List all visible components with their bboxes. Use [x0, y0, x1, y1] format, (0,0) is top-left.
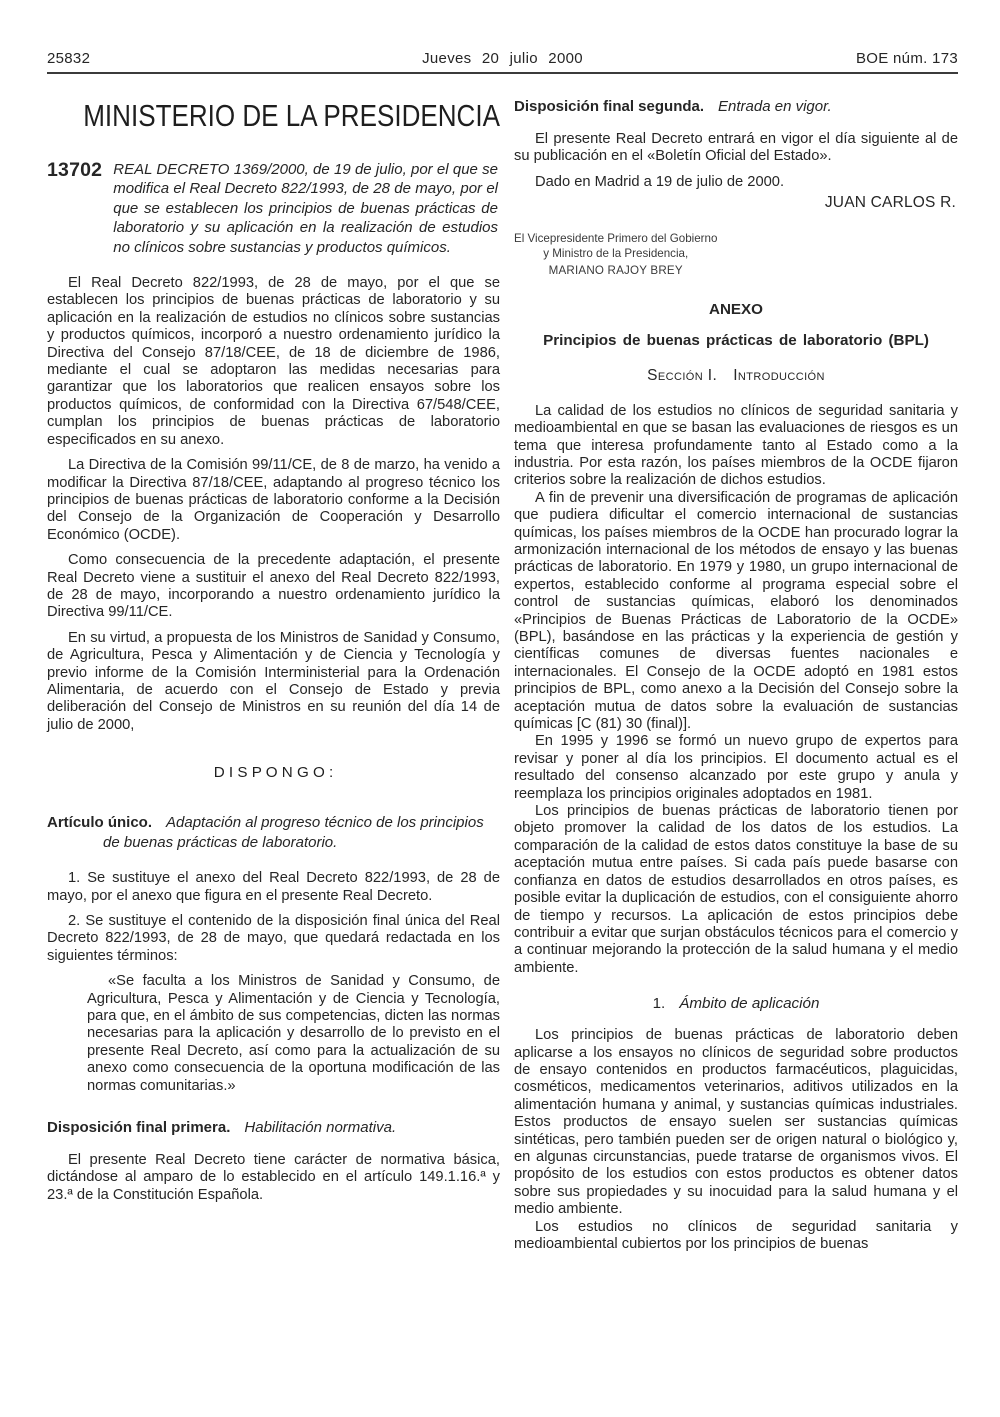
disposicion-label: Disposición final segunda.	[514, 98, 705, 115]
signature-line: y Ministro de la Presidencia,	[543, 246, 689, 260]
section-label: Sección I.	[647, 366, 718, 384]
right-column	[514, 96, 958, 1253]
quote-block: «Se faculta a los Ministros de Sanidad y Consumo, de Agricultura, Pesca y Alimentación y de Ciencia y Tecnología, para que, en el ámbito de sus competencias, dicten las normas necesarias para la aplicación y desarrollo de lo previsto en el presente Real Decreto, así como para la actualización de su anexo como consecuencia de la oportuna modificación de las normas comunitarias.»	[87, 973, 500, 1094]
disposicion-title: Entrada en vigor.	[718, 98, 832, 115]
two-column-layout	[47, 96, 958, 1253]
disposicion-title: Habilitación normativa.	[244, 1119, 397, 1137]
anexo-subtitle: Principios de buenas prácticas de laboratorio (BPL)	[543, 331, 929, 349]
signature-line: El Vicepresidente Primero del Gobierno	[514, 232, 718, 246]
body-paragraph: Como consecuencia de la precedente adaptación, el presente Real Decreto viene a sustituir el anexo del Real Decreto 822/1993, de 28 de mayo, incorporando a nuestro ordenamiento jurídico la Directiva 99/11/CE.	[47, 552, 500, 621]
header-issue: BOE núm. 173	[856, 50, 958, 67]
articulo-unico-heading	[47, 813, 500, 852]
decree-heading	[47, 160, 500, 257]
left-column	[47, 96, 500, 1253]
section-name: Introducción	[733, 366, 825, 384]
decree-number: 13702	[47, 159, 103, 181]
anexo-paragraph: En 1995 y 1996 se formó un nuevo grupo de expertos para revisar y poner al día los principios. El documento actual es el resultado del consenso alcanzado por este grupo y anula y reemplaza los principios originales adoptados en 1981.	[514, 733, 958, 802]
numbered-item: 2. Se sustituye el contenido de la disposición final única del Real Decreto 822/1993, de 28 de mayo, que quedará redactada en los siguientes términos:	[47, 913, 500, 964]
section-heading	[514, 367, 958, 385]
disposicion-label: Disposición final primera.	[47, 1119, 231, 1137]
disposicion-final-segunda-heading	[514, 98, 958, 115]
anexo-paragraph: Los principios de buenas prácticas de laboratorio tienen por objeto promover la calidad de los datos de los estudios. La comparación de la calidad de estos datos constituye la base de su aceptación mutua entre países. Si cada país puede basarse con confianza en datos de estudios desarrollados en otros países, es posible evitar la duplicación de estudios, con el consiguiente ahorro de tiempo y recursos. La aplicación de estos principios debe contribuir a evitar que surjan obstáculos técnicos para el comercio y a continuar mejorando la protección de la salud humana y el medio ambiente.	[514, 803, 958, 976]
body-paragraph: La Directiva de la Comisión 99/11/CE, de 8 de marzo, ha venido a modificar la Directiva 87/18/CEE, adaptando al progreso técnico los principios de buenas prácticas de laboratorio conforme a la Decisión del Consejo de la Organización de Cooperación y Desarrollo Económico (OCDE).	[47, 457, 500, 543]
body-paragraph: Dado en Madrid a 19 de julio de 2000.	[535, 173, 785, 190]
signature-block	[514, 232, 958, 279]
ambito-title: Ámbito de aplicación	[679, 995, 820, 1013]
articulo-title: Adaptación al progreso técnico de los principios de buenas prácticas de laboratorio.	[103, 814, 484, 851]
signature-name: MARIANO RAJOY BREY	[548, 264, 683, 278]
numbered-item: 1. Se sustituye el anexo del Real Decreto 822/1993, de 28 de mayo, por el anexo que figura en el presente Real Decreto.	[47, 870, 500, 904]
anexo-section	[514, 301, 958, 1254]
header-date: Jueves 20 julio 2000	[422, 50, 583, 67]
disposicion-final-primera-heading	[47, 1119, 500, 1136]
page-number: 25832	[47, 50, 91, 67]
body-paragraph: El presente Real Decreto tiene carácter de normativa básica, dictándose al amparo de lo establecido en el artículo 149.1.16.ª y 23.ª de la Constitución Española.	[47, 1152, 500, 1203]
anexo-paragraph: La calidad de los estudios no clínicos de seguridad sanitaria y medioambiental en que se basan las evaluaciones de riesgos es un tema que interesa profundamente tanto al Estado como a la industria. Por esta razón, los países miembros de la OCDE fijaron criterios sobre la realización de dichos estudios.	[514, 402, 958, 489]
body-paragraph: El Real Decreto 822/1993, de 28 de mayo, por el que se establecen los principios de buenas prácticas de laboratorio y su aplicación en la realización de estudios no clínicos sobre sustancias y productos químicos, incorporó a nuestro ordenamiento jurídico la Directiva del Consejo 87/18/CEE, de 18 de diciembre de 1986, mediante el cual se adoptaron las medidas necesarias para garantizar que los laboratorios que realicen ensayos sobre los productos químicos, de conformidad con la Directiva 67/548/CEE, cumplan los principios de buenas prácticas de laboratorio especificados en su anexo.	[47, 275, 500, 448]
anexo-paragraph: A fin de prevenir una diversificación de programas de aplicación que pudiera dificultar el comercio internacional de sustancias químicas, los países miembros de la OCDE han procurado lograr la armonización internacional de los métodos de ensayo y las buenas prácticas de laboratorio. En 1979 y 1980, un grupo internacional de expertos, establecido conforme al programa especial sobre el control de sustancias químicas, elaboró los denominados «Principios de Buenas Prácticas de Laboratorio de la OCDE» (BPL), basándose en las prácticas y la experiencia de gestión y científicas comunes de diversas fuentes nacionales e internacionales. El Consejo de la OCDE adoptó en 1981 estos principios de BPL, como anexo a la Decisión del Consejo sobre la aceptación mutua de datos sobre la evaluación de sustancias químicas [C (81) 30 (final)].	[514, 489, 958, 733]
ambito-number: 1.	[652, 995, 666, 1013]
anexo-paragraph: Los estudios no clínicos de seguridad sanitaria y medioambiental cubiertos por los principios de buenas	[514, 1218, 958, 1252]
dispongo-heading: D I S P O N G O :	[213, 764, 334, 782]
body-paragraph: El presente Real Decreto entrará en vigor el día siguiente al de su publicación en el «Boletín Oficial del Estado».	[514, 131, 958, 165]
decree-summary: REAL DECRETO 1369/2000, de 19 de julio, por el que se modifica el Real Decreto 822/1993, de 28 de mayo, por el que se establecen los principios de buenas prácticas de laboratorio y su aplicación en la realización de estudios no clínicos sobre sustancias y productos químicos.	[113, 161, 498, 256]
page-header	[47, 50, 958, 74]
ministry-title: MINISTERIO DE LA PRESIDENCIA	[83, 98, 500, 133]
anexo-paragraph: Los principios de buenas prácticas de laboratorio deben aplicarse a los ensayos no clínicos de seguridad sobre productos de ensayo contenidos en productos farmacéuticos, plaguicidas, cosméticos, medicamentos veterinarios, aditivos utilizados en la alimentación humana y animal, y sustancias químicas industriales. Estos productos de ensayo suelen ser sustancias químicas sintéticas, pero también pueden ser de origen natural o biológico y, en algunas circunstancias, puede tratarse de organismos vivos. El propósito de los estudios con estos productos es obtener datos sobre sus propiedades y su inocuidad para la salud humana y el medio ambiente.	[514, 1027, 958, 1218]
ambito-heading	[514, 995, 958, 1012]
body-paragraph: En su virtud, a propuesta de los Ministros de Sanidad y Consumo, de Agricultura, Pesca y Alimentación y de Ciencia y Tecnología y previo informe de la Comisión Interministerial para la Ordenación Alimentaria, de acuerdo con el Consejo de Estado y previa deliberación del Consejo de Ministros en su reunión del día 14 de julio de 2000,	[47, 629, 500, 733]
articulo-label: Artículo único.	[47, 814, 152, 832]
king-signature: JUAN CARLOS R.	[824, 194, 956, 212]
anexo-title: ANEXO	[708, 300, 763, 318]
